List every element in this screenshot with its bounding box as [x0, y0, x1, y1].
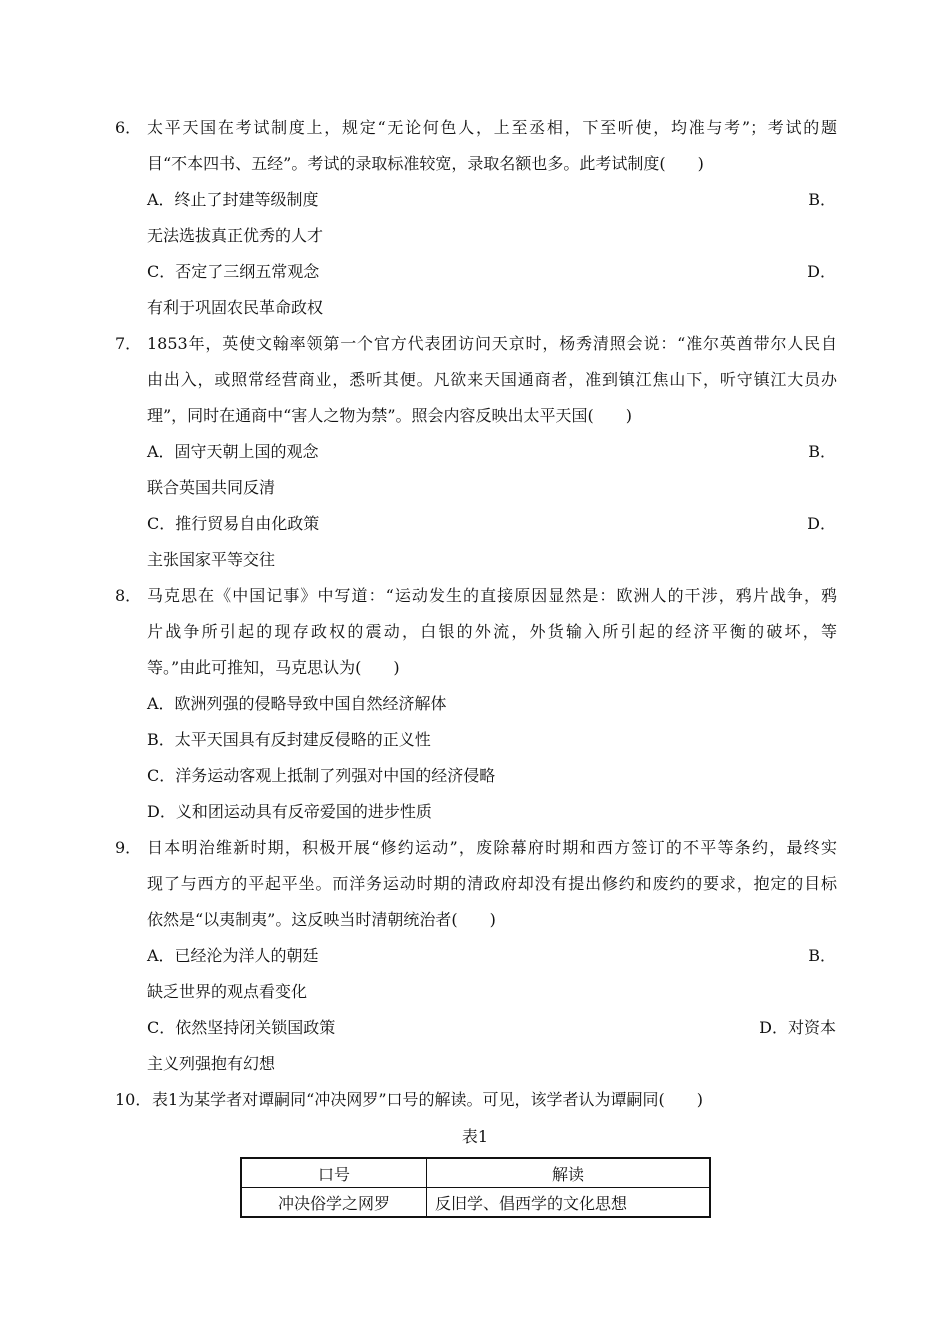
question-line: A．已经沦为洋人的朝廷 [147, 946, 319, 965]
question-stem: 1853年，英使文翰率领第一个官方代表团访问天京时，杨秀清照会说：“准尔英酋带尔人民自 [147, 334, 837, 353]
question-line: A．欧洲列强的侵略导致中国自然经济解体 [147, 694, 447, 713]
question-line: 等。”由此可推知，马克思认为( ) [147, 658, 400, 677]
question-number: 8． [115, 586, 142, 605]
question-number: 6． [115, 118, 142, 137]
slogan-table [240, 1157, 711, 1218]
question-line: D．义和团运动具有反帝爱国的进步性质 [147, 802, 432, 821]
question-line: 主张国家平等交往 [147, 550, 276, 569]
question-line: A．固守天朝上国的观念 [147, 442, 319, 461]
question-number: 7． [115, 334, 142, 353]
question-stem: 马克思在《中国记事》中写道：“运动发生的直接原因显然是：欧洲人的干涉，鸦片战争，鸦 [147, 586, 837, 605]
question-line: B．太平天国具有反封建反侵略的正义性 [147, 730, 431, 749]
question-line: 联合英国共同反清 [147, 478, 276, 497]
question-line: C．依然坚持闭关锁国政策 [147, 1018, 336, 1037]
question-line: A．终止了封建等级制度 [147, 190, 319, 209]
question-line: C．否定了三纲五常观念 [147, 262, 320, 281]
option-label: D． [807, 262, 836, 281]
question-line: 理”，同时在通商中“害人之物为禁”。照会内容反映出太平天国( ) [147, 406, 633, 425]
question-line: 有利于巩固农民革命政权 [147, 298, 324, 317]
question-stem: 表1为某学者对谭嗣同“冲决网罗”口号的解读。可见，该学者认为谭嗣同( ) [152, 1090, 704, 1109]
table-cell: 反旧学、倡西学的文化思想 [427, 1188, 711, 1218]
option-label: B． [808, 190, 836, 209]
option-label: B． [808, 946, 836, 965]
table-cell: 冲决俗学之网罗 [241, 1188, 427, 1218]
question-line: C．推行贸易自由化政策 [147, 514, 320, 533]
table-row [241, 1188, 710, 1218]
table-caption: 表1 [461, 1127, 489, 1146]
table-header: 口号 [241, 1158, 427, 1188]
question-number: 10． [115, 1090, 152, 1109]
question-line: 依然是“以夷制夷”。这反映当时清朝统治者( ) [147, 910, 496, 929]
option-label: D．对资本 [759, 1018, 836, 1037]
question-line: 由出入，或照常经营商业，悉听其便。凡欲来天国通商者，准到镇江焦山下，听守镇江大员办 [147, 370, 837, 389]
table-header: 解读 [427, 1158, 711, 1188]
question-line: 现了与西方的平起平坐。而洋务运动时期的清政府却没有提出修约和废约的要求，抱定的目标 [147, 874, 837, 893]
table-header-row [241, 1158, 710, 1188]
question-line: 目“不本四书、五经”。考试的录取标准较宽，录取名额也多。此考试制度( ) [147, 154, 704, 173]
question-line: 主义列强抱有幻想 [147, 1054, 276, 1073]
question-line: 缺乏世界的观点看变化 [147, 982, 308, 1001]
option-label: D． [807, 514, 836, 533]
question-line: C．洋务运动客观上抵制了列强对中国的经济侵略 [147, 766, 496, 785]
question-stem: 日本明治维新时期，积极开展“修约运动”，废除幕府时期和西方签订的不平等条约，最终实 [147, 838, 837, 857]
option-label: B． [808, 442, 836, 461]
question-stem: 太平天国在考试制度上，规定“无论何色人，上至丞相，下至听使，均准与考”；考试的题 [147, 118, 837, 137]
question-line: 片战争所引起的现存政权的震动，白银的外流，外货输入所引起的经济平衡的破坏，等 [147, 622, 837, 641]
question-line: 无法选拔真正优秀的人才 [147, 226, 324, 245]
question-number: 9． [115, 838, 142, 857]
